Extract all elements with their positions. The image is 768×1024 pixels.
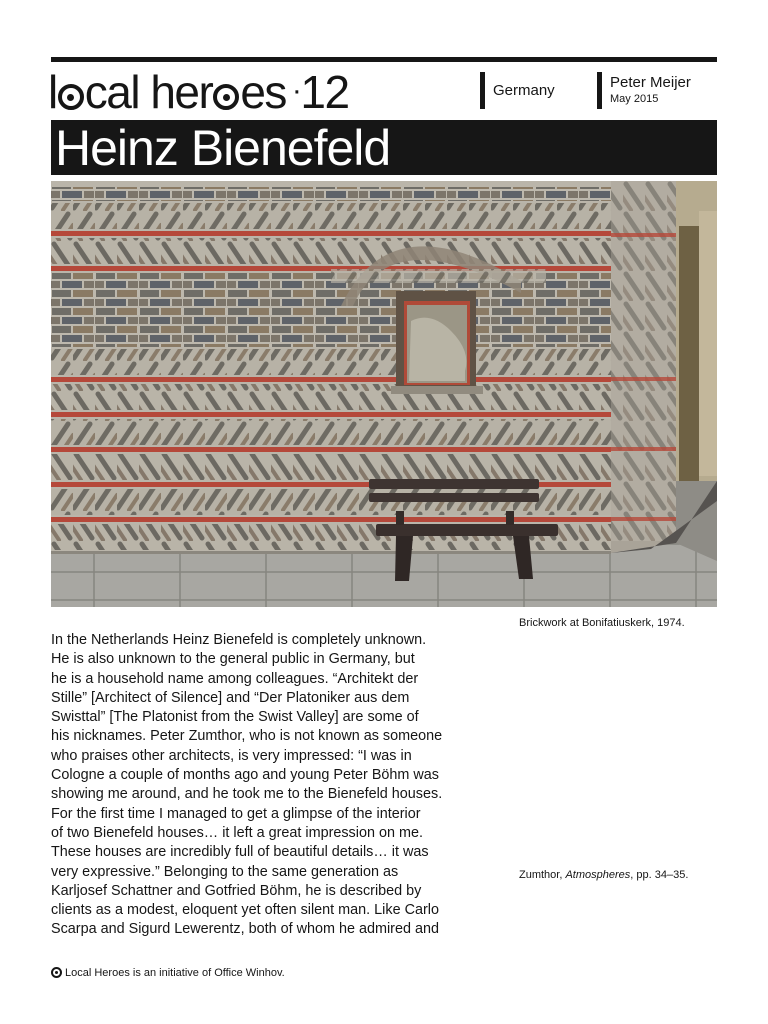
body-line: of two Bienefeld houses… it left a great impression on me. bbox=[51, 824, 423, 841]
sidenote-book-title: Atmospheres bbox=[565, 869, 631, 881]
country-block bbox=[480, 72, 555, 109]
body-line: showing me around, and he took me to the Bienefeld houses. bbox=[51, 786, 443, 803]
circle-dot-icon bbox=[51, 967, 62, 978]
sidenote-author: Zumthor, bbox=[519, 869, 566, 881]
body-line: He is also unknown to the general public in Germany, but bbox=[51, 651, 415, 668]
author-block bbox=[597, 72, 691, 109]
issue-prefix: · bbox=[291, 74, 301, 107]
body-line: his nicknames. Peter Zumthor, who is not known as someone bbox=[51, 728, 443, 745]
body-line: Karljosef Schattner and Gotfried Böhm, he is described by bbox=[51, 882, 422, 899]
publication-date: May 2015 bbox=[610, 93, 659, 105]
footer-text: Local Heroes is an initiative of Office Winhov. bbox=[65, 967, 285, 979]
body-line: he is a household name among colleagues. “Architekt der bbox=[51, 670, 419, 687]
circle-dot-icon bbox=[58, 84, 84, 110]
page-title: Heinz Bienefeld bbox=[51, 120, 717, 175]
article-body bbox=[51, 631, 491, 940]
series-name-part-1: l bbox=[48, 66, 57, 118]
photo-caption: Brickwork at Bonifatiuskerk, 1974. bbox=[519, 617, 685, 629]
top-rule bbox=[51, 57, 717, 62]
country-label: Germany bbox=[493, 82, 555, 99]
series-name-part-3: es bbox=[240, 66, 286, 118]
body-line: Stille” [Architect of Silence] and “Der Platoniker aus dem bbox=[51, 689, 410, 706]
circle-dot-icon bbox=[213, 84, 239, 110]
sidenote-pages: , pp. 34–35. bbox=[630, 869, 689, 881]
body-line: who praises other architects, is very impressed: “I was in bbox=[51, 747, 412, 764]
body-line: very expressive.” Belonging to the same generation as bbox=[51, 863, 399, 880]
body-line: Scarpa and Sigurd Lewerentz, both of whom he admired and bbox=[51, 921, 439, 938]
brickwork-photo bbox=[51, 181, 717, 607]
sidenote bbox=[519, 868, 688, 882]
body-line: Cologne a couple of months ago and young Peter Böhm was bbox=[51, 767, 439, 784]
body-line: In the Netherlands Heinz Bienefeld is completely unknown. bbox=[51, 632, 427, 648]
series-name-part-2: cal her bbox=[84, 66, 213, 118]
body-line: These houses are incredibly full of beautiful details… it was bbox=[51, 844, 429, 861]
footer bbox=[51, 966, 285, 980]
series-logo bbox=[48, 64, 349, 119]
body-line: Swisttal” [The Platonist from the Swist Valley] are some of bbox=[51, 709, 419, 726]
body-line: For the first time I managed to get a glimpse of the interior bbox=[51, 805, 421, 822]
author-name: Peter Meijer bbox=[610, 74, 691, 91]
body-line: clients as a modest, eloquent yet often silent man. Like Carlo bbox=[51, 902, 439, 919]
issue-number: 12 bbox=[300, 66, 349, 118]
